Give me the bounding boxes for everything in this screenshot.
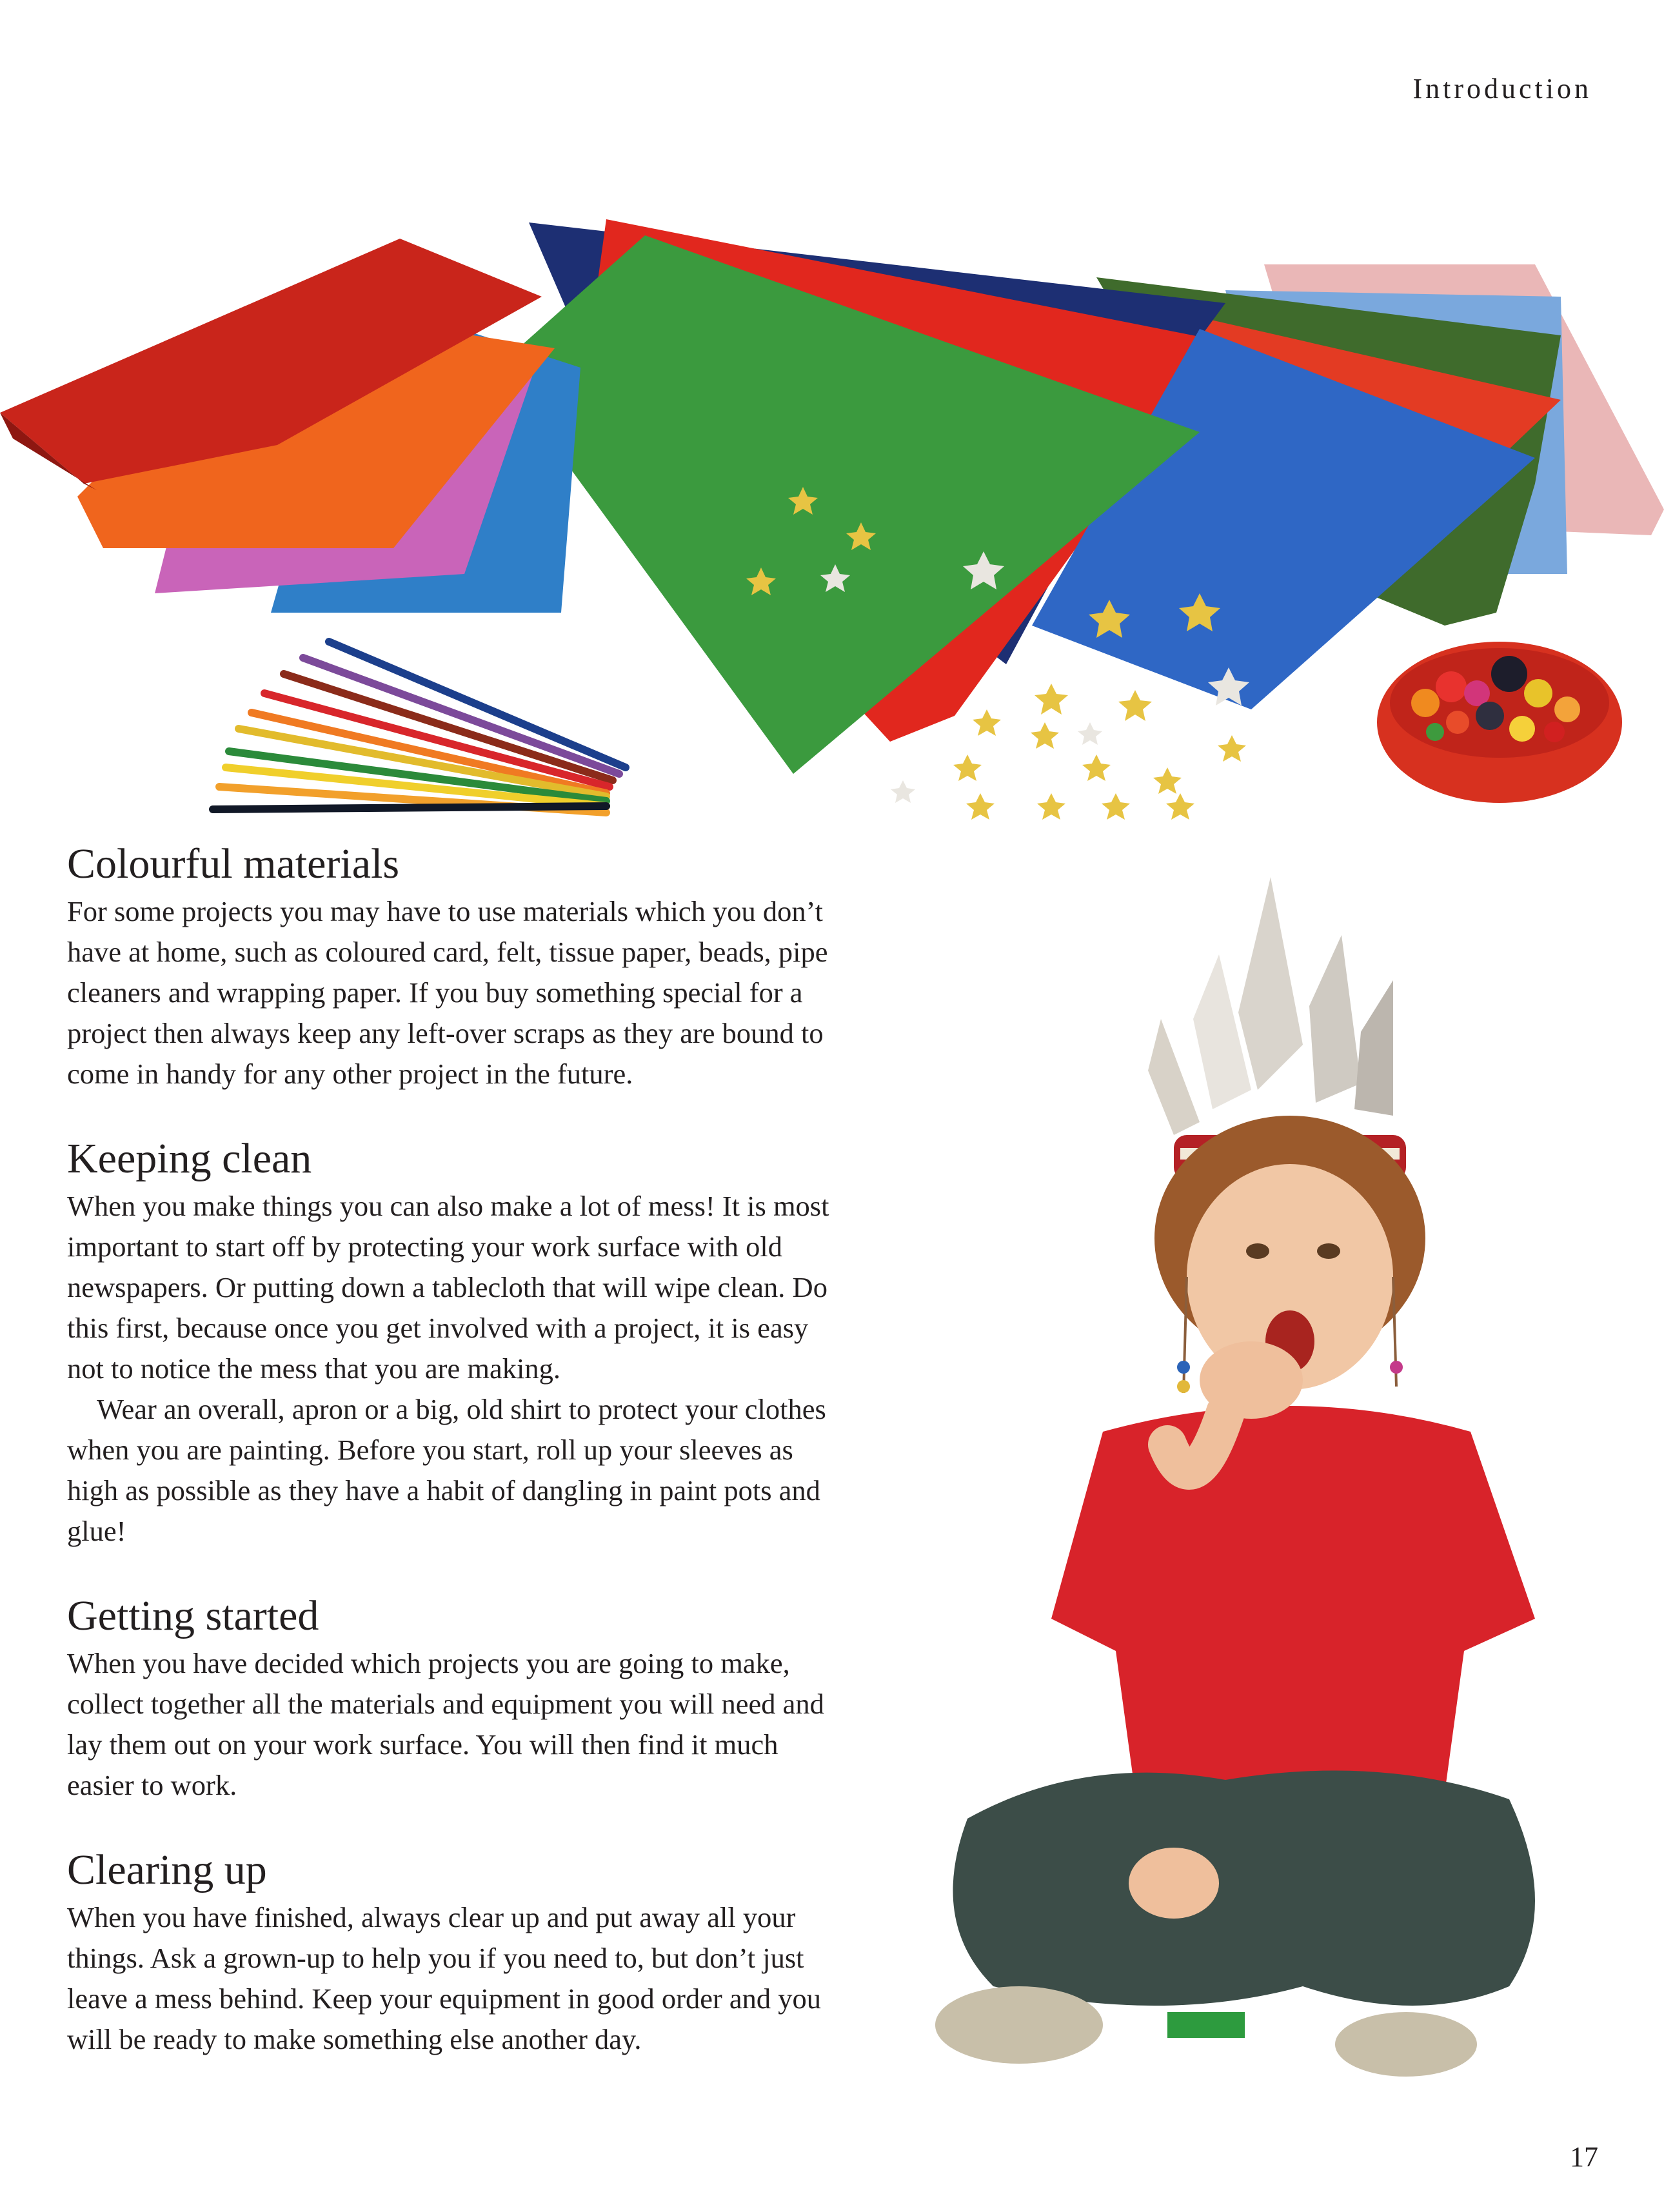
section-heading: Keeping clean — [67, 1135, 312, 1182]
section-clearing-up — [67, 1844, 841, 2060]
section-paragraph: When you have decided which projects you are going to make, collect together all the materials and equipment you will need and lay them out on your work surface. You will then find it much easier to work. — [67, 1647, 824, 1801]
body-text-column — [67, 838, 841, 2098]
section-heading: Colourful materials — [67, 840, 400, 887]
section-paragraph: When you have finished, always clear up and put away all your things. Ask a grown-up to help you if you need to, but don’t just leave a mess behind. Keep your equipment in good order and you will be ready to make something else another day. — [67, 1901, 822, 2055]
section-keeping-clean — [67, 1133, 841, 1552]
page-number: 17 — [1570, 2141, 1598, 2173]
section-paragraph: Wear an overall, apron or a big, old shirt to protect your clothes when you are painting. Before you start, roll up your sleeves as high as possible as they have a habit of dangling in paint pots and glue! — [67, 1393, 826, 1547]
section-paragraph: When you make things you can also make a lot of mess! It is most important to start off by protecting your work surface with old newspapers. Or putting down a tablecloth that will wipe clean. Do this first, because once you get involved with a project, it is easy not to notice the mess that you are making. — [67, 1190, 829, 1385]
section-heading: Clearing up — [67, 1846, 267, 1893]
craft-materials-photo — [0, 213, 1664, 825]
section-colourful-materials — [67, 838, 841, 1094]
running-head: Introduction — [1412, 73, 1592, 104]
section-getting-started — [67, 1590, 841, 1806]
boy-headdress-photo — [890, 877, 1574, 2128]
section-paragraph: For some projects you may have to use materials which you don’t have at home, such as coloured card, felt, tissue paper, beads, pipe cleaners and wrapping paper. If you buy something special for a project then always keep any left-over scraps as they are bound to come in handy for any other project in the future. — [67, 895, 828, 1090]
section-heading: Getting started — [67, 1592, 319, 1639]
